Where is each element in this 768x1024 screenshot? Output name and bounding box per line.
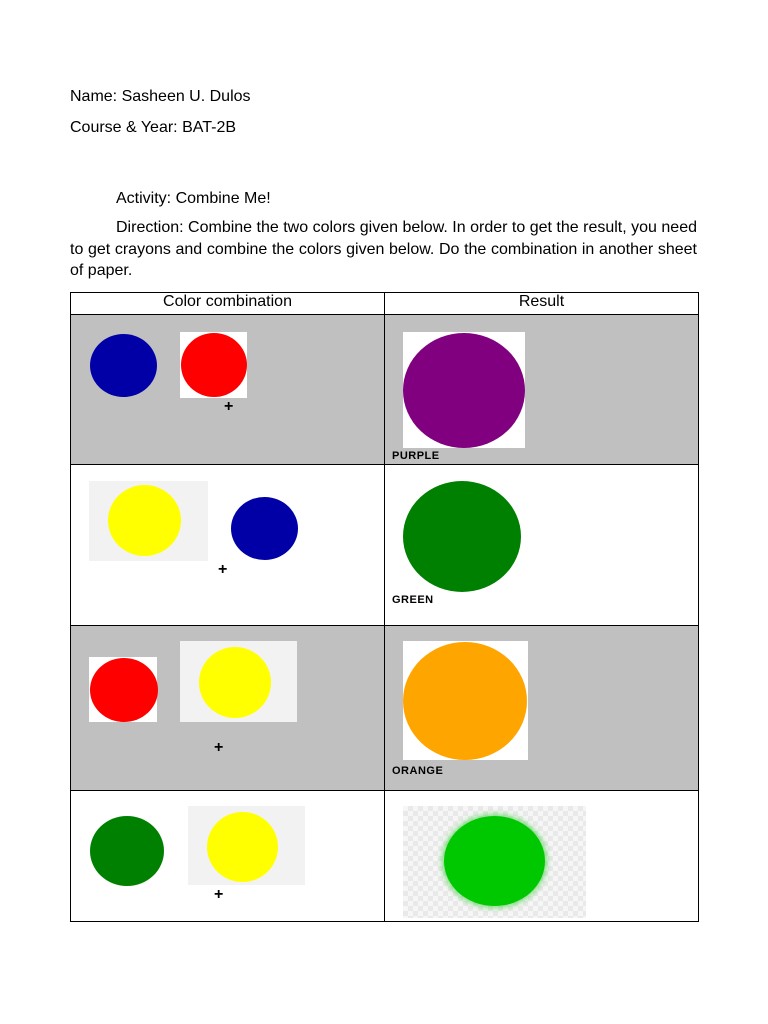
color-circle — [181, 333, 247, 397]
header-color-combination: Color combination — [71, 293, 385, 315]
student-name: Name: Sasheen U. Dulos — [70, 88, 251, 105]
combination-cell — [71, 791, 385, 922]
result-circle — [403, 642, 527, 760]
result-label: PURPLE — [392, 450, 440, 462]
result-label: GREEN — [392, 594, 434, 606]
color-circle — [90, 816, 164, 886]
course-year: Course & Year: BAT-2B — [70, 119, 237, 136]
combination-cell — [71, 626, 385, 791]
color-circle — [90, 658, 158, 722]
plus-sign: + — [224, 398, 234, 415]
color-circle — [199, 647, 271, 718]
result-circle — [403, 481, 521, 592]
activity-title: Activity: Combine Me! — [116, 190, 271, 207]
color-circle — [207, 812, 278, 882]
color-circle — [231, 497, 298, 560]
result-cell — [385, 315, 699, 465]
color-combination-table — [70, 292, 699, 922]
color-circle — [90, 334, 157, 397]
header-result: Result — [385, 293, 699, 315]
result-circle — [403, 333, 525, 448]
combination-cell — [71, 465, 385, 626]
result-cell — [385, 465, 699, 626]
result-cell — [385, 626, 699, 791]
direction-text: Direction: Combine the two colors given below. In order to get the result, you need to get crayons and combine the colors given below. Do the combination in another sheet of paper. — [70, 219, 697, 279]
combination-cell — [71, 315, 385, 465]
plus-sign: + — [214, 739, 224, 756]
result-label: ORANGE — [392, 765, 444, 777]
result-circle — [444, 816, 545, 906]
result-cell — [385, 791, 699, 922]
plus-sign: + — [218, 561, 228, 578]
plus-sign: + — [214, 886, 224, 903]
color-circle — [108, 485, 181, 556]
